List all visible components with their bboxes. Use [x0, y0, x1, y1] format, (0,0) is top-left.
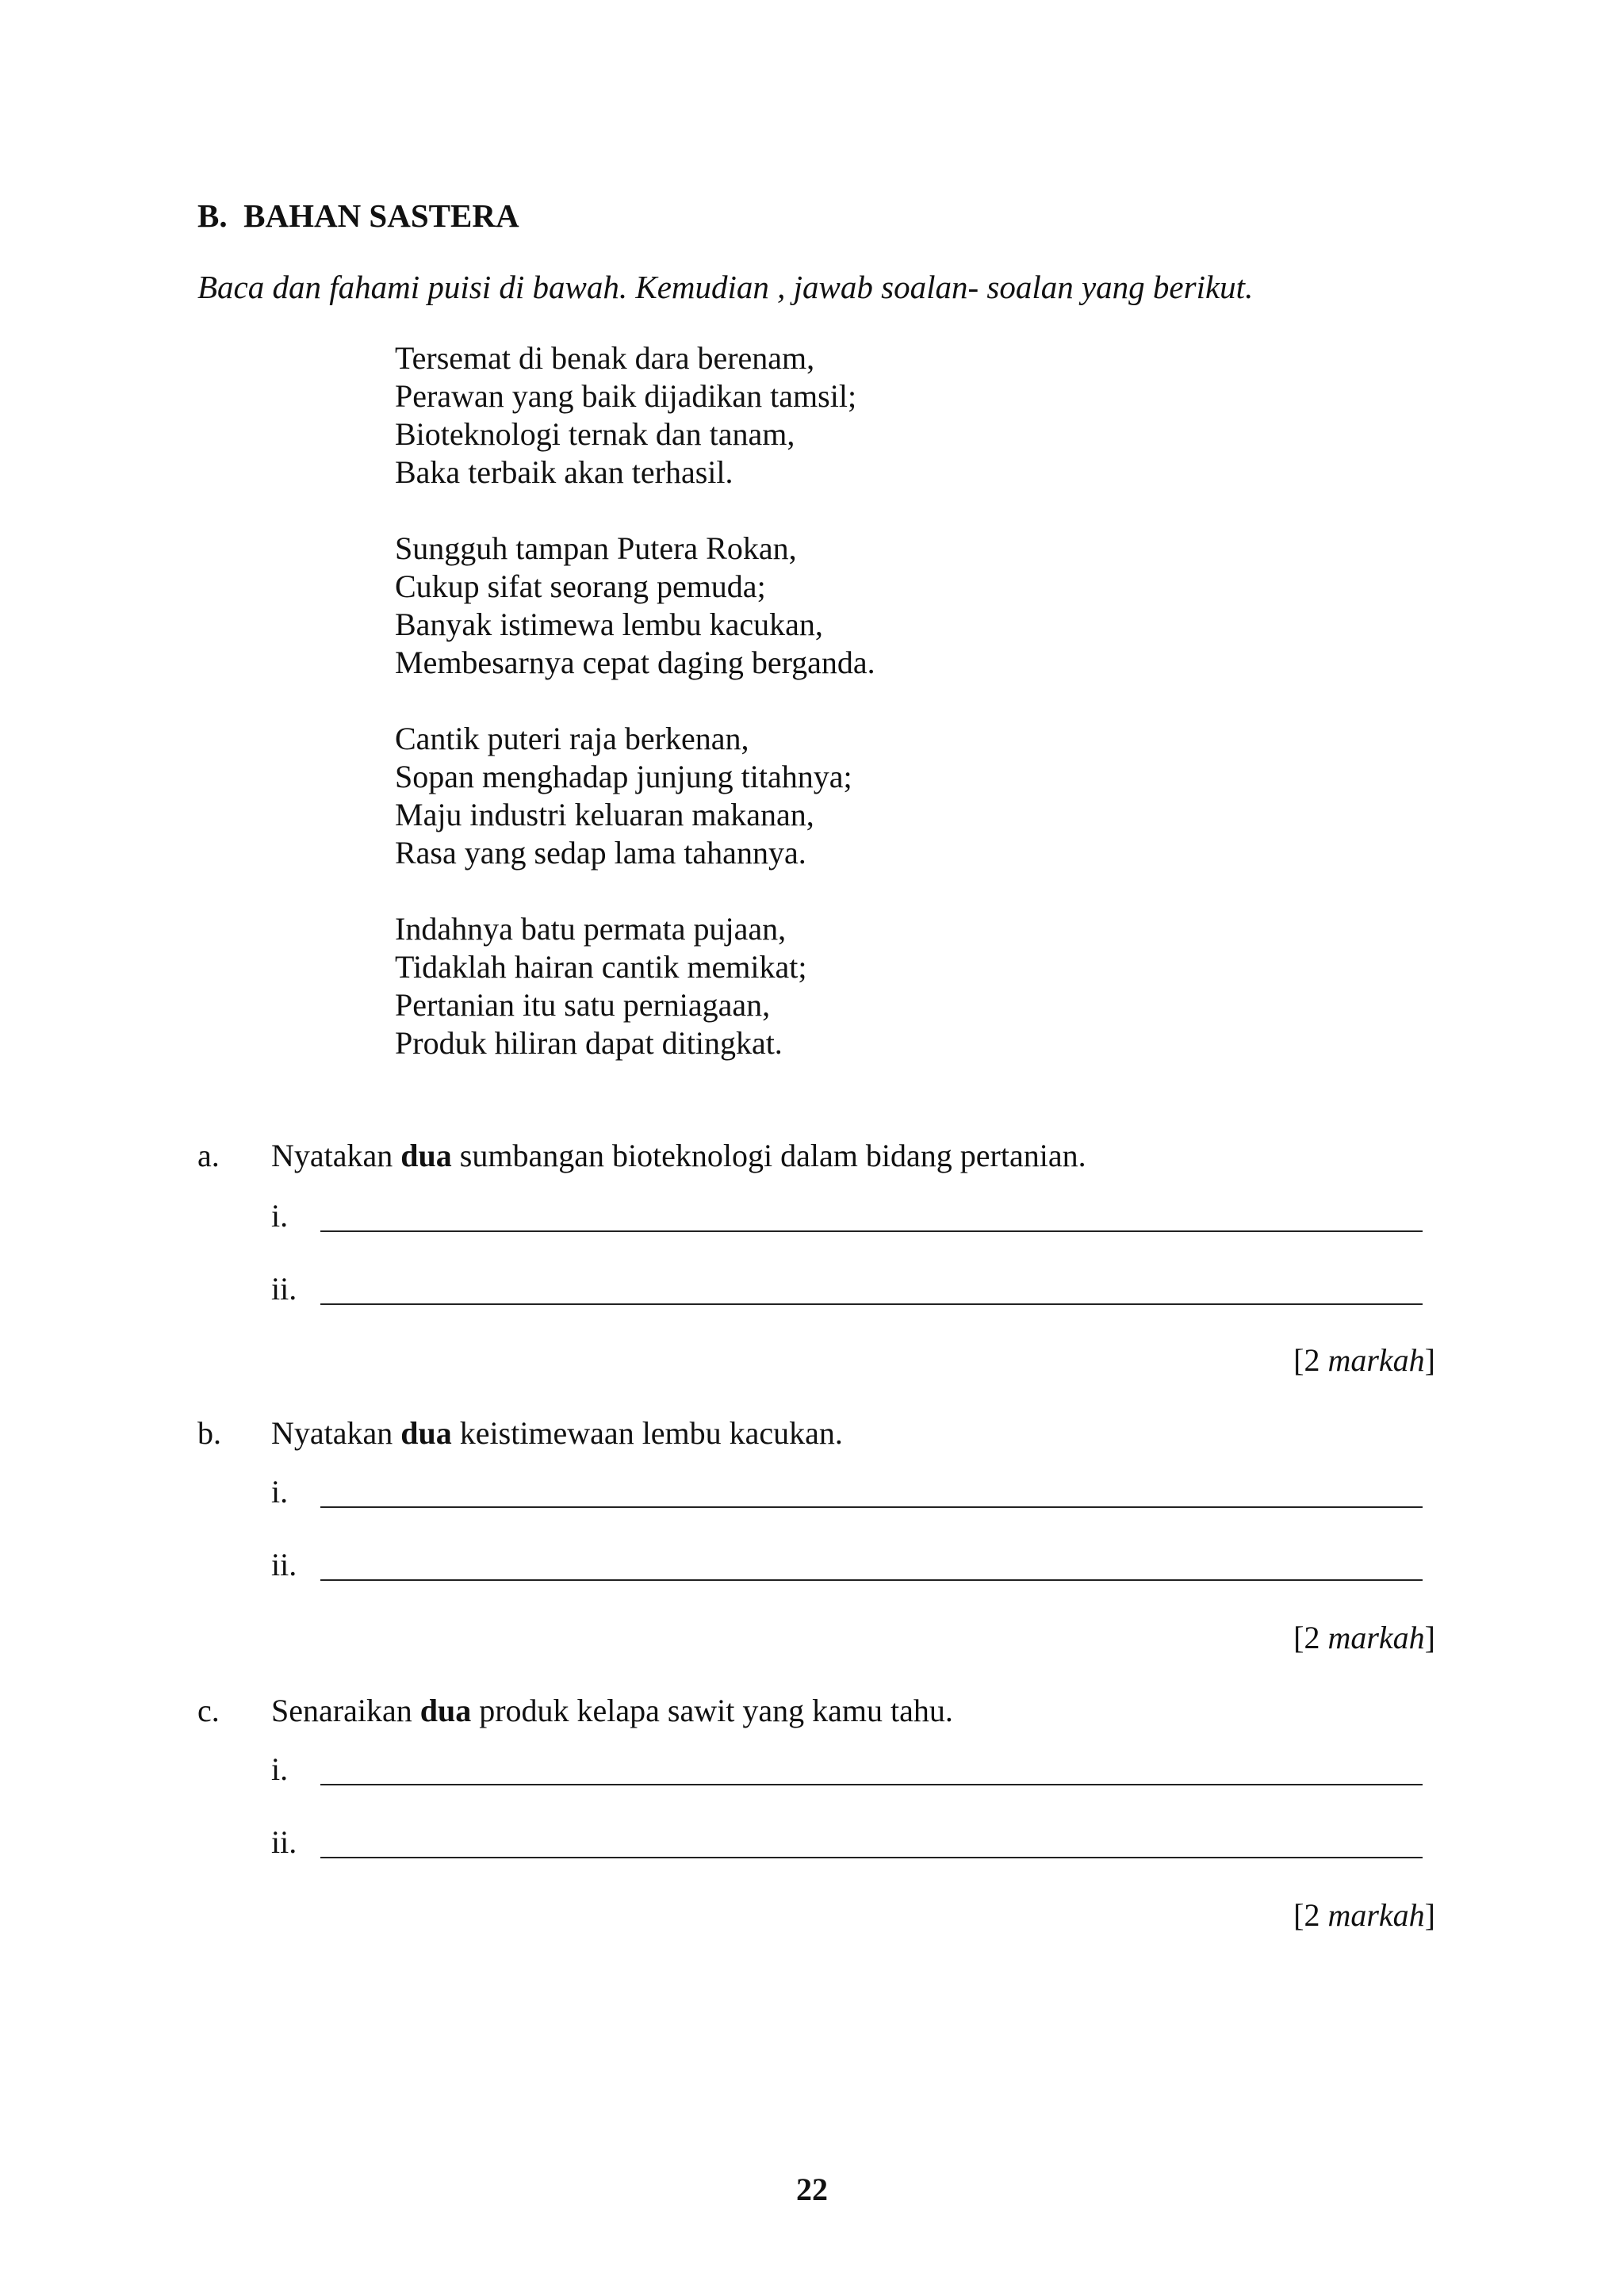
poem-line: Bioteknologi ternak dan tanam, [395, 416, 795, 452]
question-text [271, 1690, 953, 1732]
marks-word: markah [1327, 1897, 1425, 1933]
poem-stanza-4 [395, 910, 807, 1062]
poem-line: Cantik puteri raja berkenan, [395, 721, 749, 756]
answer-number: ii. [271, 1547, 297, 1582]
poem-line: Sopan menghadap junjung titahnya; [395, 759, 852, 794]
section-letter: B. [197, 197, 228, 234]
marks-open: [2 [1293, 1897, 1328, 1933]
question-text-start: Nyatakan [271, 1138, 401, 1173]
marks-close: ] [1424, 1342, 1435, 1378]
answer-number: ii. [271, 1824, 297, 1860]
poem-line: Banyak istimewa lembu kacukan, [395, 607, 823, 642]
question-text-end: produk kelapa sawit yang kamu tahu. [471, 1693, 953, 1728]
marks-close: ] [1424, 1897, 1435, 1933]
poem-line: Rasa yang sedap lama tahannya. [395, 835, 806, 871]
question-letter: c. [197, 1693, 220, 1728]
instruction-text: Baca dan fahami puisi di bawah. Kemudian , jawab soalan- soalan yang berikut. [197, 269, 1254, 305]
answer-number: i. [271, 1198, 289, 1234]
poem-line: Perawan yang baik dijadikan tamsil; [395, 378, 857, 414]
poem-line: Produk hiliran dapat ditingkat. [395, 1025, 783, 1061]
question-text [271, 1135, 1086, 1177]
question-text-start: Senaraikan [271, 1693, 420, 1728]
answer-line[interactable] [320, 1230, 1423, 1232]
answer-line[interactable] [320, 1857, 1423, 1858]
marks-label [1293, 1340, 1435, 1381]
answer-line[interactable] [320, 1579, 1423, 1581]
poem-line: Sungguh tampan Putera Rokan, [395, 530, 797, 566]
poem-line: Baka terbaik akan terhasil. [395, 454, 733, 490]
question-letter: b. [197, 1415, 221, 1451]
question-text-end: keistimewaan lembu kacukan. [451, 1415, 843, 1451]
poem-line: Indahnya batu permata pujaan, [395, 911, 787, 947]
marks-word: markah [1327, 1342, 1425, 1378]
marks-word: markah [1327, 1620, 1425, 1655]
question-text [271, 1413, 843, 1454]
answer-line[interactable] [320, 1784, 1423, 1785]
poem-line: Pertanian itu satu perniagaan, [395, 987, 771, 1023]
answer-number: ii. [271, 1271, 297, 1307]
question-letter: a. [197, 1138, 220, 1173]
answer-number: i. [271, 1751, 289, 1787]
poem-line: Tidaklah hairan cantik memikat; [395, 949, 807, 985]
marks-label [1293, 1617, 1435, 1659]
marks-label [1293, 1895, 1435, 1936]
poem-line: Cukup sifat seorang pemuda; [395, 568, 766, 604]
poem-line: Tersemat di benak dara berenam, [395, 340, 815, 376]
page-number: 22 [796, 2172, 828, 2207]
answer-line[interactable] [320, 1506, 1423, 1508]
question-emphasis: dua [419, 1693, 472, 1728]
question-text-end: sumbangan bioteknologi dalam bidang pertanian. [451, 1138, 1086, 1173]
question-emphasis: dua [400, 1415, 452, 1451]
question-emphasis: dua [400, 1138, 452, 1173]
poem-stanza-2 [395, 530, 875, 682]
poem-line: Maju industri keluaran makanan, [395, 797, 814, 832]
poem-stanza-1 [395, 339, 856, 492]
answer-number: i. [271, 1474, 289, 1510]
poem-line: Membesarnya cepat daging berganda. [395, 645, 875, 680]
answer-line[interactable] [320, 1303, 1423, 1305]
poem-stanza-3 [395, 720, 852, 872]
marks-close: ] [1424, 1620, 1435, 1655]
marks-open: [2 [1293, 1342, 1328, 1378]
question-text-start: Nyatakan [271, 1415, 401, 1451]
section-heading [197, 195, 519, 236]
marks-open: [2 [1293, 1620, 1328, 1655]
section-title: BAHAN SASTERA [243, 197, 519, 234]
